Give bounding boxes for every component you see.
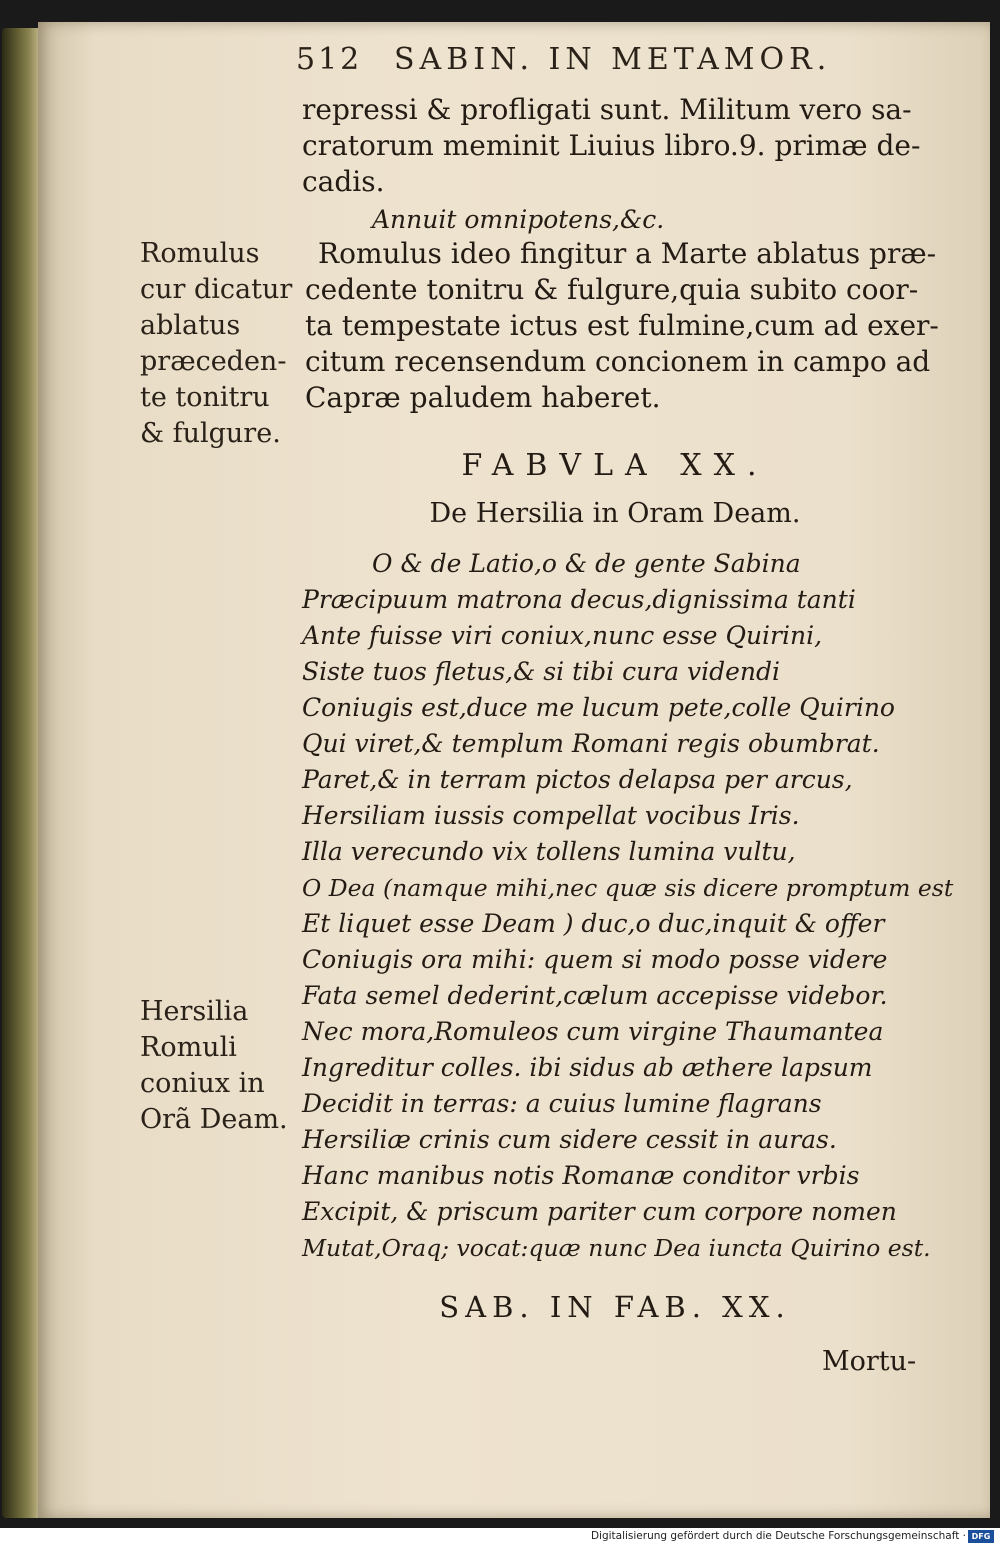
verse-line: Fata semel dederint,cælum accepisse videbor. <box>302 981 888 1010</box>
fable-title: FABVLA XX. <box>461 448 769 483</box>
verse-line: Et liquet esse Deam ) duc,o duc,inquit & offer <box>302 909 885 938</box>
page-number: 512 <box>296 42 363 77</box>
verse-line: Qui viret,& templum Romani regis obumbrat. <box>302 729 880 758</box>
margin-note-line: Romuli <box>140 1032 237 1063</box>
verse-line: Illa verecundo vix tollens lumina vultu, <box>302 837 796 866</box>
verse-line: Ante fuisse viri coniux,nunc esse Quirini, <box>302 621 823 650</box>
margin-note-line: coniux in <box>140 1068 265 1099</box>
comment-line: Romulus ideo fingitur a Marte ablatus præ- <box>318 237 937 270</box>
margin-note-line: & fulgure. <box>140 418 281 449</box>
margin-note-line: Romulus <box>140 238 260 269</box>
footer-credit: Digitalisierung gefördert durch die Deutsche Forschungsgemeinschaft · <box>590 1530 966 1542</box>
running-head <box>296 42 876 82</box>
verse-line: O Dea (namque mihi,nec quæ sis dicere promptum est <box>302 874 954 902</box>
section-heading: SAB. IN FAB. XX. <box>439 1290 791 1324</box>
margin-note-hersilia <box>140 994 300 1138</box>
catchword: Mortu- <box>822 1346 917 1377</box>
margin-note-line: ablatus <box>140 310 241 341</box>
fable-subtitle: De Hersilia in Oram Deam. <box>429 498 801 529</box>
verse-line: Hersiliam iussis compellat vocibus Iris. <box>302 801 800 830</box>
prose-line: repressi & profligati sunt. Militum vero sa- <box>302 93 912 126</box>
prose-line: cratorum meminit Liuius libro.9. primæ de- <box>302 129 921 162</box>
footer-bar <box>0 1528 1000 1547</box>
verse-line: Hersiliæ crinis cum sidere cessit in auras. <box>302 1125 837 1154</box>
dfg-logo: DFG <box>968 1530 994 1543</box>
verse-line: O & de Latio,o & de gente Sabina <box>372 549 801 578</box>
verse-line: Siste tuos fletus,& si tibi cura videndi <box>302 657 780 686</box>
margin-note-line: Hersilia <box>140 996 249 1027</box>
verse-line: Excipit, & priscum pariter cum corpore nomen <box>302 1197 897 1226</box>
verse-line: Mutat,Oraq; vocat:quæ nunc Dea iuncta Quirino est. <box>302 1234 931 1262</box>
running-title: SABIN. IN METAMOR. <box>394 42 832 77</box>
verse-line: Decidit in terras: a cuius lumine flagrans <box>302 1089 822 1118</box>
margin-note-line: Orã Deam. <box>140 1104 288 1135</box>
comment-line: ta tempestate ictus est fulmine,cum ad exer- <box>305 309 939 342</box>
book-spine-edge <box>2 28 38 1518</box>
margin-note-romulus <box>140 236 300 452</box>
comment-line: citum recensendum concionem in campo ad <box>305 345 931 378</box>
margin-note-line: te tonitru <box>140 382 270 413</box>
lemma: Annuit omnipotens,&c. <box>372 205 665 234</box>
verse-line: Nec mora,Romuleos cum virgine Thaumantea <box>302 1017 884 1046</box>
verse-line: Coniugis est,duce me lucum pete,colle Quirino <box>302 693 895 722</box>
comment-line: Capræ paludem haberet. <box>305 381 661 414</box>
verse-line: Coniugis ora mihi: quem si modo posse videre <box>302 945 888 974</box>
margin-note-line: cur dicatur <box>140 274 293 305</box>
verse-line: Ingreditur colles. ibi sidus ab æthere lapsum <box>302 1053 873 1082</box>
margin-note-line: præceden- <box>140 346 287 377</box>
verse-line: Paret,& in terram pictos delapsa per arcus, <box>302 765 853 794</box>
verse-line: Hanc manibus notis Romanæ conditor vrbis <box>302 1161 860 1190</box>
prose-line: cadis. <box>302 165 385 198</box>
comment-line: cedente tonitru & fulgure,quia subito coor- <box>305 273 919 306</box>
verse-line: Præcipuum matrona decus,dignissima tanti <box>302 585 856 614</box>
